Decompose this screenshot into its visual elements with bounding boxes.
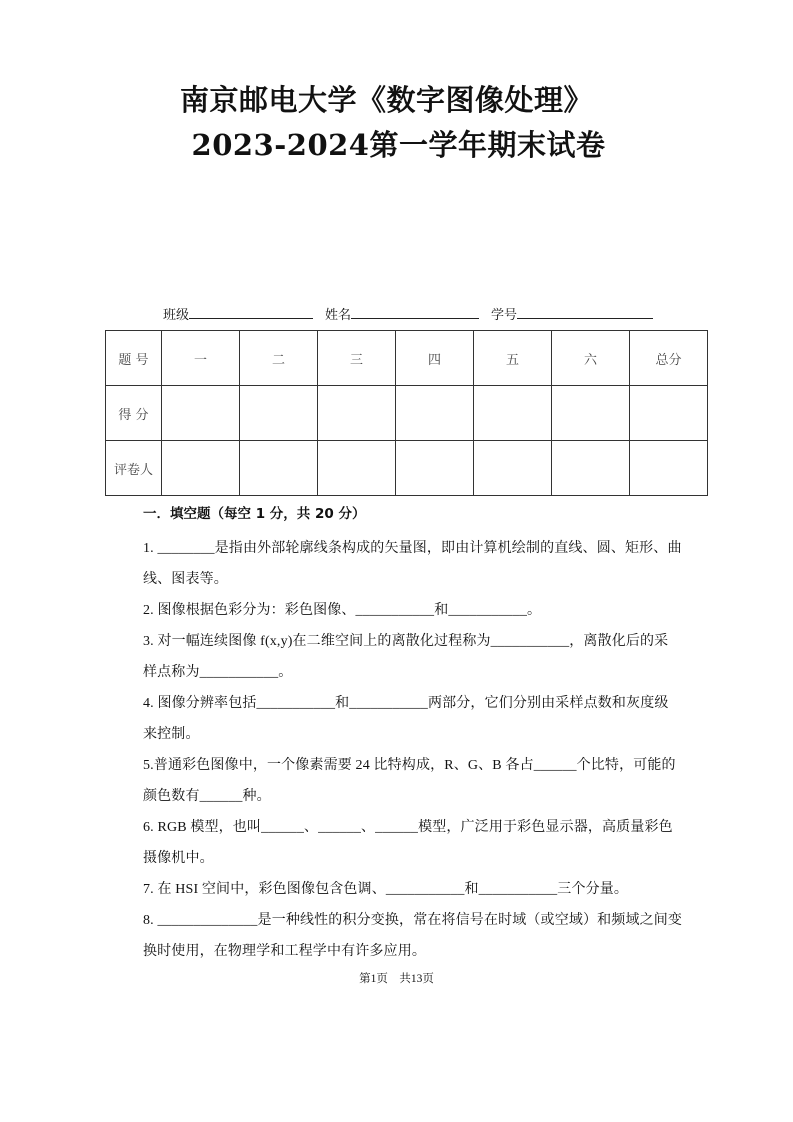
score-cell[interactable] xyxy=(162,386,240,441)
question-line: 1. ________是指由外部轮廓线条构成的矢量图，即由计算机绘制的直线、圆、矩形、曲 xyxy=(143,541,682,556)
exam-title: 南京邮电大学《数字图像处理》 xyxy=(179,83,593,117)
grader-cell[interactable] xyxy=(630,441,708,496)
student-id-label: 学号 xyxy=(491,307,518,322)
question-line: 颜色数有______种。 xyxy=(143,789,271,804)
score-cell[interactable] xyxy=(396,386,474,441)
table-row xyxy=(106,441,708,496)
name-label: 姓名 xyxy=(325,307,352,322)
grader-cell[interactable] xyxy=(474,441,552,496)
question-line: 样点称为___________。 xyxy=(143,665,293,680)
table-header-cell: 四 xyxy=(396,331,474,386)
score-cell[interactable] xyxy=(630,386,708,441)
question-line: 5.普通彩色图像中，一个像素需要 24 比特构成，R、G、B 各占______个比特，可能的 xyxy=(143,758,676,773)
question-line: 4. 图像分辨率包括___________和___________两部分，它们分别由采样点数和灰度级 xyxy=(143,696,669,711)
score-cell[interactable] xyxy=(474,386,552,441)
name-field[interactable] xyxy=(325,304,479,323)
table-header-cell: 六 xyxy=(552,331,630,386)
section-heading: 一．填空题（每空 1 分，共 20 分） xyxy=(143,506,366,522)
class-field[interactable] xyxy=(163,304,313,323)
question-line: 8. ______________是一种线性的积分变换，常在将信号在时域（或空域）和频域之间变 xyxy=(143,913,683,928)
class-label: 班级 xyxy=(163,307,190,322)
question-line: 换时使用，在物理学和工程学中有许多应用。 xyxy=(143,944,426,959)
table-header-cell: 总分 xyxy=(630,331,708,386)
exam-subtitle: 2023-2024第一学年期末试卷 xyxy=(191,128,606,162)
page-footer: 第1页 共13页 xyxy=(359,973,434,985)
row-label: 评卷人 xyxy=(106,441,162,496)
table-header-cell: 一 xyxy=(162,331,240,386)
question-line: 线、图表等。 xyxy=(143,572,228,587)
table-header-cell: 五 xyxy=(474,331,552,386)
question-line: 来控制。 xyxy=(143,727,200,742)
question-line: 摄像机中。 xyxy=(143,851,214,866)
question-line: 2. 图像根据色彩分为：彩色图像、___________和___________。 xyxy=(143,603,542,618)
grader-cell[interactable] xyxy=(552,441,630,496)
table-header-cell: 二 xyxy=(240,331,318,386)
table-header-cell: 三 xyxy=(318,331,396,386)
table-row xyxy=(106,386,708,441)
grader-cell[interactable] xyxy=(396,441,474,496)
grader-cell[interactable] xyxy=(240,441,318,496)
table-header-row xyxy=(106,331,708,386)
score-cell[interactable] xyxy=(240,386,318,441)
score-cell[interactable] xyxy=(552,386,630,441)
question-line: 7. 在 HSI 空间中，彩色图像包含色调、___________和___________三个分量。 xyxy=(143,882,629,897)
question-line: 6. RGB 模型，也叫______、______、______模型，广泛用于彩色显示器，高质量彩色 xyxy=(143,820,673,835)
score-table xyxy=(105,330,708,496)
student-id-field[interactable] xyxy=(491,304,653,323)
table-header-cell: 题 号 xyxy=(106,331,162,386)
question-line: 3. 对一幅连续图像 f(x,y)在二维空间上的离散化过程称为___________，离散化后的采 xyxy=(143,634,669,649)
grader-cell[interactable] xyxy=(318,441,396,496)
score-cell[interactable] xyxy=(318,386,396,441)
grader-cell[interactable] xyxy=(162,441,240,496)
row-label: 得 分 xyxy=(106,386,162,441)
